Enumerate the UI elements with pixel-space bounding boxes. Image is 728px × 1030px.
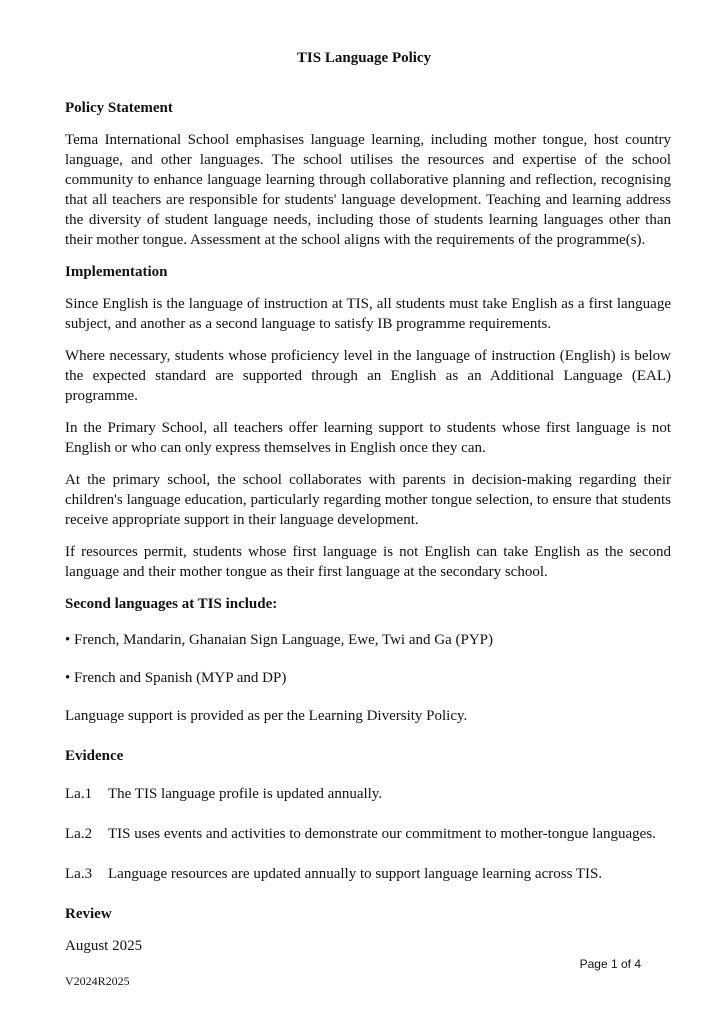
evidence-code: La.1 xyxy=(65,786,93,802)
policy-statement-text: Tema International School emphasises language learning, including mother tongue, host country language, and other languages. The school utilises the resources and expertise of the school community to enhance language learning through collaborative planning and reflection, recognising that all teachers are responsible for students' language development. Teaching and learning address the diversity of student language needs, including those of students learning languages other than their mother tongue. Assessment at the school aligns with the requirements of the programme(s). xyxy=(65,132,671,248)
evidence-item xyxy=(65,864,671,884)
evidence-text: Language resources are updated annually to support language learning across TIS. xyxy=(108,866,603,882)
evidence-code: La.2 xyxy=(65,826,93,842)
document-title: TIS Language Policy xyxy=(296,50,432,66)
evidence-code: La.3 xyxy=(65,866,93,882)
implementation-heading: Implementation xyxy=(65,264,168,280)
document-body xyxy=(65,98,671,956)
second-language-item: • French, Mandarin, Ghanaian Sign Language, Ewe, Twi and Ga (PYP) xyxy=(65,632,493,648)
second-language-item: • French and Spanish (MYP and DP) xyxy=(65,670,287,686)
implementation-paragraph: At the primary school, the school collaborates with parents in decision-making regarding their children's language education, particularly regarding mother tongue selection, to ensure that students receive appropriate support in their language development. xyxy=(65,472,671,528)
version-code: V2024R2025 xyxy=(65,974,130,988)
implementation-paragraph: If resources permit, students whose first language is not English can take English as the second language and their mother tongue as their first language at the secondary school. xyxy=(65,544,671,580)
evidence-text: The TIS language profile is updated annually. xyxy=(108,786,383,802)
review-heading: Review xyxy=(65,906,112,922)
evidence-item xyxy=(65,784,671,804)
evidence-heading: Evidence xyxy=(65,748,124,764)
language-support-note: Language support is provided as per the Learning Diversity Policy. xyxy=(65,708,468,724)
second-languages-heading: Second languages at TIS include: xyxy=(65,596,278,612)
review-date: August 2025 xyxy=(65,938,143,954)
policy-statement-heading: Policy Statement xyxy=(65,100,173,116)
page-number: Page 1 of 4 xyxy=(579,957,641,971)
evidence-text: TIS uses events and activities to demonstrate our commitment to mother-tongue languages. xyxy=(108,826,656,842)
evidence-item xyxy=(65,824,671,844)
implementation-paragraph: In the Primary School, all teachers offer learning support to students whose first language is not English or who can only express themselves in English once they can. xyxy=(65,420,671,456)
implementation-paragraph: Since English is the language of instruction at TIS, all students must take English as a first language subject, and another as a second language to satisfy IB programme requirements. xyxy=(65,296,671,332)
implementation-paragraph: Where necessary, students whose proficiency level in the language of instruction (English) is below the expected standard are supported through an English as an Additional Language (EAL) programme. xyxy=(65,348,671,404)
